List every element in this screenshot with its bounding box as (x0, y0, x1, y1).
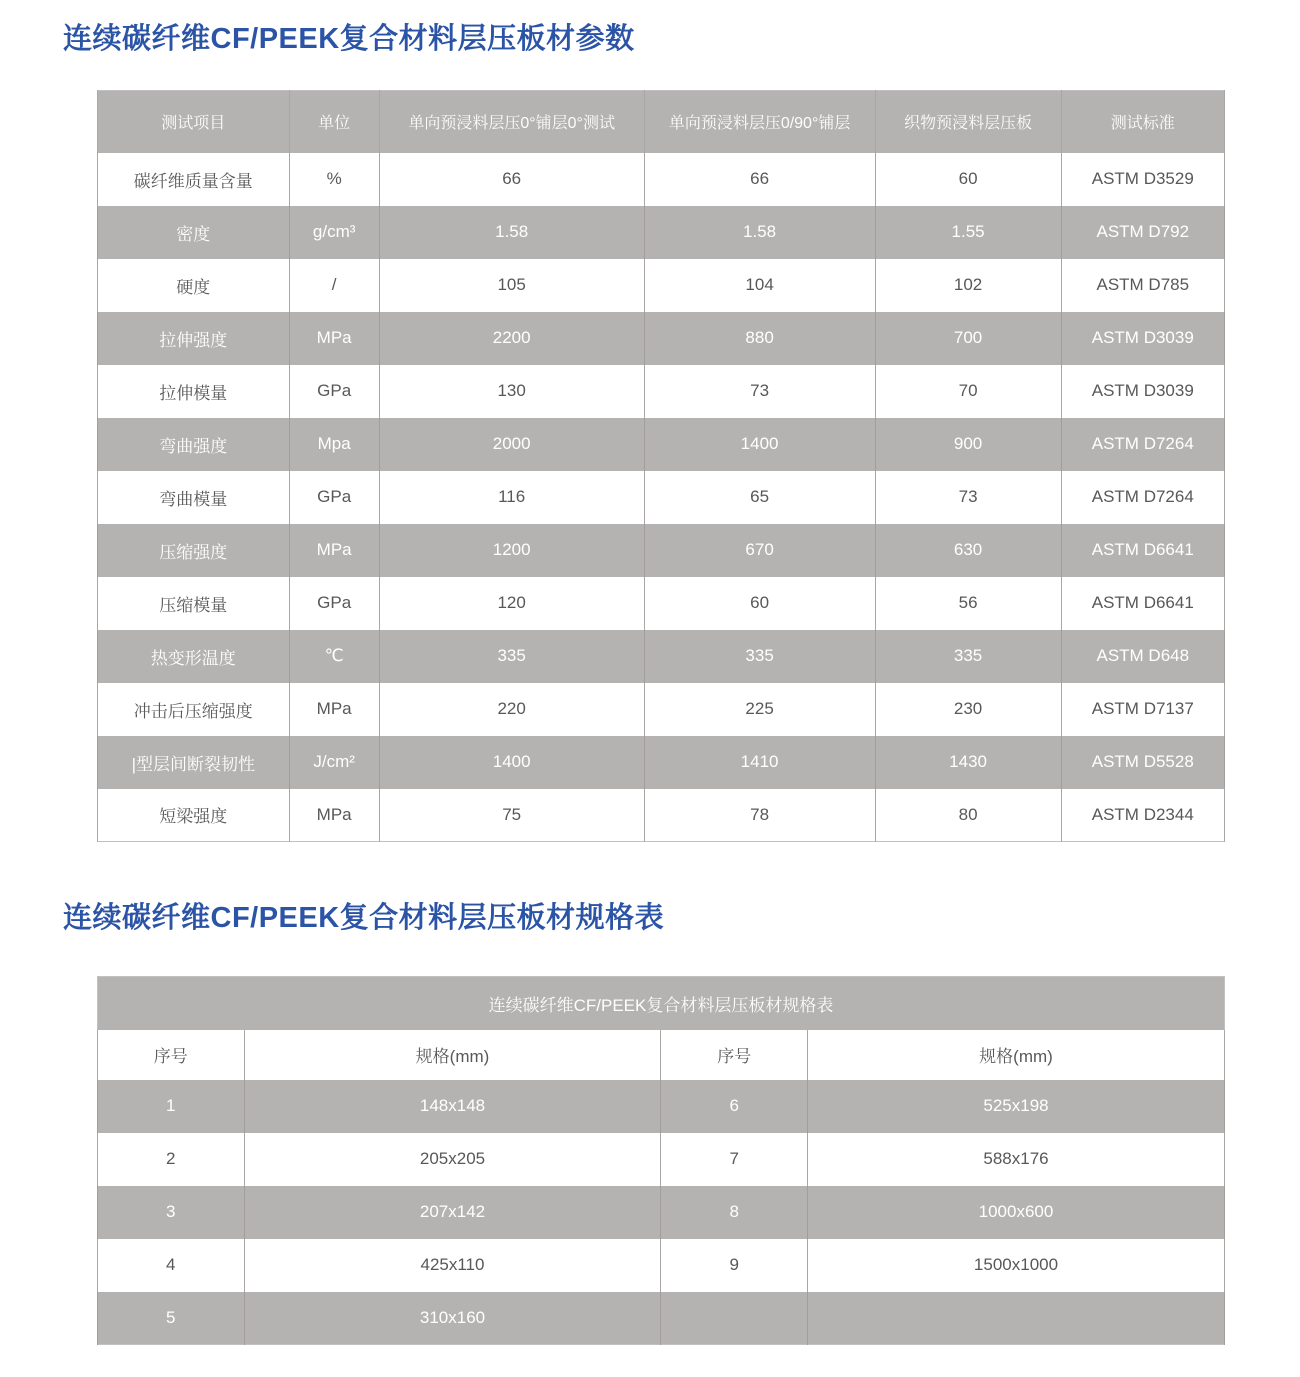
table-cell: 104 (644, 259, 875, 312)
section1-title: 连续碳纤维CF/PEEK复合材料层压板材参数 (63, 23, 635, 55)
table-cell: ASTM D6641 (1061, 524, 1224, 577)
table-cell: 8 (661, 1186, 808, 1239)
table-cell (661, 1292, 808, 1345)
table-cell: 冲击后压缩强度 (98, 683, 290, 736)
table-cell: 2200 (379, 312, 644, 365)
table-cell: 1.58 (379, 206, 644, 259)
table-cell: 60 (875, 153, 1061, 206)
table-cell: 56 (875, 577, 1061, 630)
table-cell: 78 (644, 789, 875, 842)
sizes-table (97, 976, 1225, 1345)
table-cell: 1500x1000 (807, 1239, 1224, 1292)
table-row (98, 577, 1225, 630)
table-cell: 310x160 (244, 1292, 661, 1345)
table-cell: 900 (875, 418, 1061, 471)
table-row (98, 1133, 1225, 1186)
table-row (98, 1292, 1225, 1345)
column-header: 织物预浸料层压板 (875, 91, 1061, 153)
table-row (98, 789, 1225, 842)
table-cell: 205x205 (244, 1133, 661, 1186)
table-cell: 7 (661, 1133, 808, 1186)
table-row (98, 1186, 1225, 1239)
table-cell: 密度 (98, 206, 290, 259)
table-row (98, 153, 1225, 206)
table-cell: ASTM D7137 (1061, 683, 1224, 736)
table-cell: 70 (875, 365, 1061, 418)
table-cell: 130 (379, 365, 644, 418)
column-header: 测试标准 (1061, 91, 1224, 153)
table-cell: 2000 (379, 418, 644, 471)
table-cell: 207x142 (244, 1186, 661, 1239)
table-cell: ASTM D648 (1061, 630, 1224, 683)
sizes-table-caption-row (98, 977, 1225, 1030)
table-cell: ASTM D785 (1061, 259, 1224, 312)
table-cell: 102 (875, 259, 1061, 312)
table-cell: 碳纤维质量含量 (98, 153, 290, 206)
table-cell: ASTM D2344 (1061, 789, 1224, 842)
table-cell: 2 (98, 1133, 245, 1186)
table-cell: |型层间断裂韧性 (98, 736, 290, 789)
table-cell: 148x148 (244, 1080, 661, 1133)
column-header: 单位 (289, 91, 379, 153)
table-cell: 66 (379, 153, 644, 206)
table-cell: 630 (875, 524, 1061, 577)
table-cell: 弯曲强度 (98, 418, 290, 471)
table-cell: 225 (644, 683, 875, 736)
table-cell: 230 (875, 683, 1061, 736)
table-cell: 5 (98, 1292, 245, 1345)
table-cell: 335 (379, 630, 644, 683)
table-cell: ASTM D7264 (1061, 471, 1224, 524)
table-cell: 拉伸模量 (98, 365, 290, 418)
table-cell: 116 (379, 471, 644, 524)
table-cell: 670 (644, 524, 875, 577)
table-cell: ASTM D7264 (1061, 418, 1224, 471)
table-cell: ASTM D3039 (1061, 312, 1224, 365)
table-cell: 65 (644, 471, 875, 524)
column-header: 序号 (661, 1030, 808, 1080)
table-cell: 4 (98, 1239, 245, 1292)
sizes-table-caption: 连续碳纤维CF/PEEK复合材料层压板材规格表 (98, 977, 1225, 1030)
table-cell: 3 (98, 1186, 245, 1239)
table-row (98, 418, 1225, 471)
section2-title: 连续碳纤维CF/PEEK复合材料层压板材规格表 (63, 902, 665, 934)
table-row (98, 630, 1225, 683)
table-cell: 1400 (644, 418, 875, 471)
column-header: 序号 (98, 1030, 245, 1080)
parameters-header-row (98, 91, 1225, 153)
table-cell: 588x176 (807, 1133, 1224, 1186)
table-cell: MPa (289, 683, 379, 736)
table-cell: 1410 (644, 736, 875, 789)
table-row (98, 365, 1225, 418)
table-cell: 335 (875, 630, 1061, 683)
table-cell: ASTM D5528 (1061, 736, 1224, 789)
table-cell: Mpa (289, 418, 379, 471)
table-row (98, 206, 1225, 259)
table-cell: 75 (379, 789, 644, 842)
table-cell: 1430 (875, 736, 1061, 789)
sizes-header-row (98, 1030, 1225, 1080)
table-cell: 120 (379, 577, 644, 630)
table-cell: 1.55 (875, 206, 1061, 259)
table-cell: MPa (289, 789, 379, 842)
table-cell: GPa (289, 577, 379, 630)
table-cell: 80 (875, 789, 1061, 842)
table-cell: J/cm² (289, 736, 379, 789)
table-cell: MPa (289, 312, 379, 365)
table-cell: 6 (661, 1080, 808, 1133)
table-row (98, 1080, 1225, 1133)
sizes-table-body (98, 1080, 1225, 1345)
table-cell: 60 (644, 577, 875, 630)
table-cell: 1200 (379, 524, 644, 577)
table-cell: % (289, 153, 379, 206)
table-cell (807, 1292, 1224, 1345)
table-cell: 1000x600 (807, 1186, 1224, 1239)
table-cell: 425x110 (244, 1239, 661, 1292)
table-row (98, 471, 1225, 524)
table-row (98, 259, 1225, 312)
table-cell: / (289, 259, 379, 312)
table-cell: 1.58 (644, 206, 875, 259)
table-cell: 压缩模量 (98, 577, 290, 630)
table-cell: ASTM D3039 (1061, 365, 1224, 418)
table-row (98, 736, 1225, 789)
table-cell: 73 (875, 471, 1061, 524)
table-cell: ASTM D6641 (1061, 577, 1224, 630)
table-row (98, 1239, 1225, 1292)
column-header: 单向预浸料层压0/90°铺层 (644, 91, 875, 153)
column-header: 规格(mm) (244, 1030, 661, 1080)
parameters-table-body (98, 153, 1225, 842)
table-cell: 1400 (379, 736, 644, 789)
table-cell: 73 (644, 365, 875, 418)
table-cell: GPa (289, 365, 379, 418)
table-cell: g/cm³ (289, 206, 379, 259)
table-cell: 220 (379, 683, 644, 736)
table-cell: 拉伸强度 (98, 312, 290, 365)
table-cell: 硬度 (98, 259, 290, 312)
table-cell: 1 (98, 1080, 245, 1133)
table-cell: 525x198 (807, 1080, 1224, 1133)
table-cell: 热变形温度 (98, 630, 290, 683)
table-cell: 105 (379, 259, 644, 312)
table-cell: ASTM D792 (1061, 206, 1224, 259)
table-cell: ASTM D3529 (1061, 153, 1224, 206)
table-cell: 700 (875, 312, 1061, 365)
table-row (98, 312, 1225, 365)
table-cell: 短梁强度 (98, 789, 290, 842)
table-cell: GPa (289, 471, 379, 524)
column-header: 规格(mm) (807, 1030, 1224, 1080)
table-cell: 弯曲模量 (98, 471, 290, 524)
column-header: 单向预浸料层压0°铺层0°测试 (379, 91, 644, 153)
parameters-table (97, 90, 1225, 842)
table-row (98, 683, 1225, 736)
table-cell: MPa (289, 524, 379, 577)
table-cell: 880 (644, 312, 875, 365)
table-cell: 66 (644, 153, 875, 206)
table-row (98, 524, 1225, 577)
table-cell: 9 (661, 1239, 808, 1292)
column-header: 测试项目 (98, 91, 290, 153)
table-cell: 335 (644, 630, 875, 683)
table-cell: 压缩强度 (98, 524, 290, 577)
table-cell: ℃ (289, 630, 379, 683)
